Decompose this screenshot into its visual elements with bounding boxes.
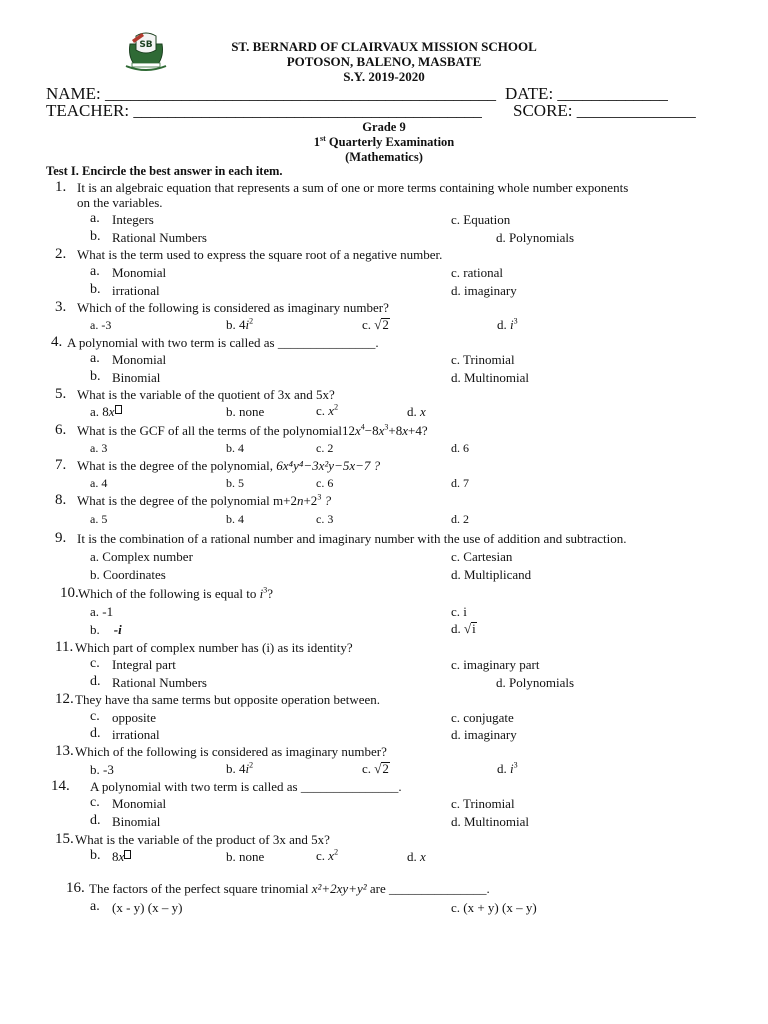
option-letter: a. [90, 211, 100, 226]
option-c[interactable]: c. 3 [316, 512, 334, 526]
question-text: Which of the following is considered as imaginary number? [75, 744, 387, 759]
question-number: 16. [66, 880, 85, 896]
option-d[interactable]: d. imaginary [451, 727, 517, 742]
option-letter: d. [90, 726, 101, 741]
option-d[interactable]: d. $i^3$ [497, 316, 518, 332]
option-b[interactable]: Binomial [112, 814, 161, 829]
logo-text: SB [139, 40, 153, 50]
score-field[interactable] [513, 101, 696, 121]
option-c[interactable]: c. Trinomial [451, 796, 515, 811]
school-year: S.Y. 2019-2020 [343, 69, 425, 84]
question-text: What is the term used to express the square root of a negative number. [77, 247, 443, 262]
option-c[interactable]: c. 6 [316, 476, 334, 490]
option-a[interactable]: a. 4 [90, 476, 108, 490]
option-c[interactable]: c. Cartesian [451, 549, 513, 564]
score-line[interactable]: ______________ [576, 101, 696, 120]
option-a[interactable]: a. -1 [90, 604, 114, 619]
question-text: It is the combination of a rational number and imaginary number with the use of addition and subtraction. [77, 531, 627, 546]
question-text: The factors of the perfect square trinomial x²+2xy+y² are _______________. [89, 881, 490, 896]
question-number: 7. [55, 457, 67, 473]
question-text: What is the degree of the polynomial $m+2n+2^3$ ? [77, 492, 332, 508]
option-b[interactable]: b. 5 [226, 476, 244, 490]
question-text: A polynomial with two term is called as _______________. [90, 779, 402, 794]
option-c[interactable]: c. rational [451, 265, 503, 280]
question-text: They have tha same terms but opposite operation between. [75, 692, 381, 707]
option-b[interactable]: Rational Numbers [112, 230, 207, 245]
option-b[interactable]: b. Coordinates [90, 567, 166, 582]
option-d[interactable]: d. 7 [451, 476, 469, 490]
option-c[interactable]: c. conjugate [451, 710, 514, 725]
option-letter: b. [90, 369, 101, 384]
option-c[interactable]: c. √2 [362, 317, 389, 332]
option-letter: c. [90, 795, 100, 810]
option-b[interactable]: b. -i [90, 622, 122, 637]
option-a[interactable]: Integers [112, 212, 154, 227]
grade-level: Grade 9 [362, 120, 406, 134]
option-letter: d. [90, 813, 101, 828]
option-a[interactable]: b. -3 [90, 762, 114, 777]
question-number: 2. [55, 246, 67, 262]
option-a[interactable]: 8x [112, 849, 131, 865]
option-b[interactable]: b. none [226, 404, 265, 419]
date-line[interactable]: _____________ [557, 84, 668, 103]
option-c[interactable]: c. Equation [451, 212, 511, 227]
option-letter: a. [90, 899, 100, 914]
option-b[interactable]: irrational [112, 727, 160, 742]
option-d[interactable]: d. Multinomial [451, 370, 529, 385]
question-number: 6. [55, 422, 67, 438]
date-label: DATE: [505, 84, 554, 103]
question-number: 12. [55, 691, 74, 707]
missing-glyph-box [124, 850, 131, 859]
option-a[interactable]: opposite [112, 710, 157, 725]
question-number: 14. [51, 778, 70, 794]
teacher-line[interactable]: _________________________________________ [133, 101, 482, 120]
question-text: Which part of complex number has (i) as its identity? [75, 640, 353, 655]
option-a[interactable]: a. 8x [90, 404, 122, 420]
question-text: Which of the following is considered as imaginary number? [77, 300, 389, 315]
question-number: 4. [51, 334, 63, 350]
option-d[interactable]: d. √i [451, 621, 476, 636]
question-text: What is the variable of the quotient of 3x and 5x? [77, 387, 335, 402]
test-instructions: Test I. Encircle the best answer in each item. [46, 164, 283, 178]
option-a[interactable]: a. 5 [90, 512, 108, 526]
option-a[interactable]: Integral part [112, 657, 176, 672]
option-b[interactable]: Binomial [112, 370, 161, 385]
option-a[interactable]: a. -3 [90, 318, 112, 332]
option-d[interactable]: d. Polynomials [496, 675, 575, 690]
question-number: 3. [55, 299, 67, 315]
option-letter: c. [90, 709, 100, 724]
option-c[interactable]: c. $x^2$ [316, 402, 339, 418]
option-a[interactable]: Monomial [112, 796, 167, 811]
option-b[interactable]: Rational Numbers [112, 675, 207, 690]
option-letter: b. [90, 848, 101, 863]
question-text: A polynomial with two term is called as _______________. [67, 335, 379, 350]
question-number: 10. [60, 585, 79, 601]
option-a[interactable]: Monomial [112, 265, 167, 280]
option-a[interactable]: a. Complex number [90, 549, 193, 564]
option-a[interactable]: a. 3 [90, 441, 108, 455]
option-a[interactable]: (x - y) (x – y) [112, 900, 183, 915]
question-number: 13. [55, 743, 74, 759]
school-address: POTOSON, BALENO, MASBATE [286, 54, 482, 69]
option-letter: d. [90, 674, 101, 689]
exam-subject: (Mathematics) [345, 150, 423, 164]
option-letter: a. [90, 264, 100, 279]
question-number: 15. [55, 831, 74, 847]
score-label: SCORE: [513, 101, 573, 120]
school-name: ST. BERNARD OF CLAIRVAUX MISSION SCHOOL [231, 39, 537, 54]
option-letter: c. [90, 656, 100, 671]
option-a[interactable]: Monomial [112, 352, 167, 367]
option-c[interactable]: c. imaginary part [451, 657, 540, 672]
option-d[interactable]: d. x [407, 404, 426, 419]
question-text: on the variables. [77, 195, 163, 210]
name-label: NAME: [46, 84, 101, 103]
option-letter: b. [90, 229, 101, 244]
option-d[interactable]: d. Multinomial [451, 814, 529, 829]
option-d[interactable]: d. 2 [451, 512, 469, 526]
option-letter: a. [90, 351, 100, 366]
option-letter: b. [90, 282, 101, 297]
question-text: What is the variable of the product of 3x and 5x? [75, 832, 330, 847]
option-c[interactable]: c. i [451, 604, 467, 619]
option-b[interactable]: b. 4 [226, 512, 244, 526]
option-b[interactable]: b. none [226, 849, 265, 864]
option-d[interactable]: d. imaginary [451, 283, 517, 298]
question-number: 9. [55, 530, 67, 546]
question-number: 5. [55, 386, 67, 402]
question-text: What is the GCF of all the terms of the $polynomial12x^4-8x^3+8x+4$? [77, 422, 428, 438]
question-number: 11. [55, 639, 74, 655]
question-number: 1. [55, 179, 67, 195]
question-text: What is the degree of the polynomial, 6x⁴y⁴−3x²y−5x−7 ? [77, 458, 381, 473]
option-c[interactable]: c. $x^2$ [316, 847, 339, 863]
option-b[interactable]: b. $4i^2$ [226, 316, 254, 332]
option-c[interactable]: c. 2 [316, 441, 334, 455]
exam-title: 1st Quarterly Examination [313, 133, 455, 149]
teacher-label: TEACHER: [46, 101, 130, 120]
option-d[interactable]: d. x [407, 849, 426, 864]
option-c[interactable]: c. (x + y) (x – y) [451, 900, 537, 915]
option-c[interactable]: c. Trinomial [451, 352, 515, 367]
question-text: It is an algebraic equation that represents a sum of one or more terms containing whole number exponents [77, 180, 629, 195]
teacher-field[interactable] [46, 101, 482, 121]
option-d[interactable]: d. Multiplicand [451, 567, 532, 582]
option-d[interactable]: d. $i^3$ [497, 760, 518, 776]
option-d[interactable]: d. 6 [451, 441, 469, 455]
option-d[interactable]: d. Polynomials [496, 230, 575, 245]
option-c[interactable]: c. √2 [362, 761, 389, 776]
missing-glyph-box [115, 405, 122, 414]
option-b[interactable]: b. 4 [226, 441, 244, 455]
option-b[interactable]: irrational [112, 283, 160, 298]
question-number: 8. [55, 492, 67, 508]
option-b[interactable]: b. $4i^2$ [226, 760, 254, 776]
question-text: Which of the following is equal to $i^3$? [78, 585, 274, 601]
name-line[interactable]: ______________________________________________ [105, 84, 497, 103]
